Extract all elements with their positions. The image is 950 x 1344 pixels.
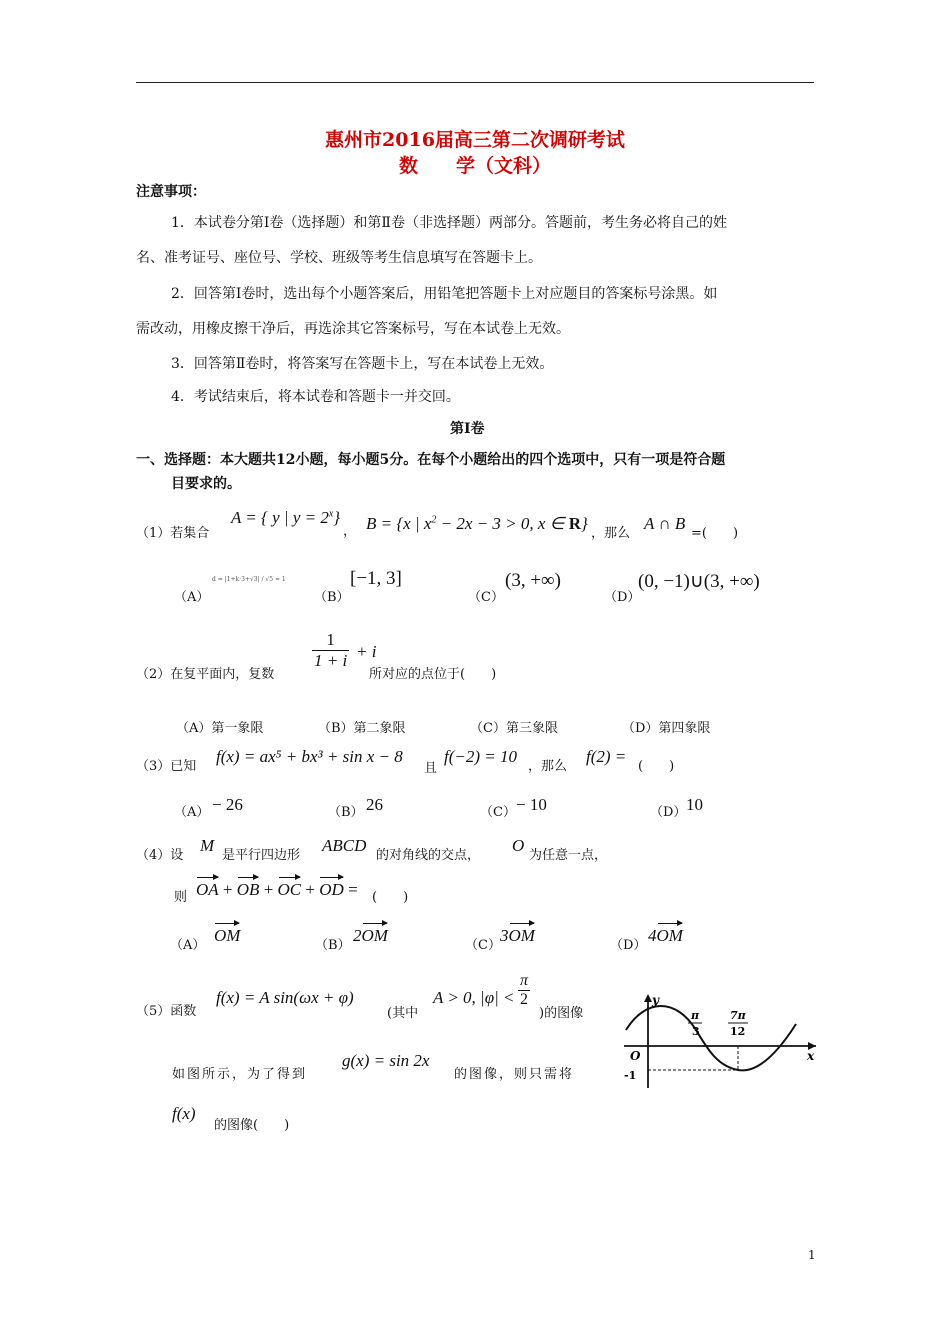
q1-answer-paren: =( ) (691, 526, 739, 541)
notice-item-1-line1: 1．本试卷分第Ⅰ卷（选择题）和第Ⅱ卷（非选择题）两部分。答题前，考生务必将自己的姓 (171, 215, 727, 231)
q3-option-b-content: 26 (366, 795, 383, 814)
q3-option-c-content: − 10 (516, 795, 547, 814)
q5-pi-over-2: $\frac{\pi}{2}$ (520, 972, 529, 1008)
notice-item-1-line2: 名、准考证号、座位号、学校、班级等考生信息填写在答题卡上。 (136, 250, 542, 266)
q5-line-2 (172, 1047, 612, 1082)
q1-prefix: （1）若集合 (136, 526, 210, 541)
q3-and: 且 (424, 761, 438, 776)
q4-vector-sum-expr: OA + OB + OC + OD = (196, 880, 358, 899)
q5-line3-post: 的图像( ) (214, 1118, 290, 1133)
graph-tick1-den: 3 (692, 1025, 700, 1038)
q3-ask: f(2) = (586, 747, 627, 766)
q1-option-b-label[interactable]: （B） (314, 590, 350, 605)
q4-text-2: 的对角线的交点， (376, 848, 481, 863)
graph-tick2-num: 7π (730, 1009, 746, 1022)
q2-option-a[interactable]: （A）第一象限 (176, 721, 264, 736)
q1-set-b: B = {x | $x^2 - 2x - 3 > 0$, x ∈ R} (366, 514, 588, 533)
q5-close: )的图像 (539, 1006, 584, 1021)
top-rule (136, 82, 814, 83)
q2-option-c[interactable]: （C）第三象限 (470, 721, 558, 736)
question-5 (136, 972, 611, 1020)
q4-options (170, 922, 730, 952)
q4-text-1: 是平行四边形 (222, 848, 301, 863)
question-3 (136, 745, 696, 775)
q1-option-a-content: d = |1+k·3+√3| / √5 = 1 (212, 576, 286, 583)
q1-intersection: A ∩ B (644, 514, 686, 533)
q3-then: ，那么 (528, 759, 568, 774)
graph-minus-one-label: -1 (624, 1069, 637, 1082)
graph-tick2-den: 12 (730, 1025, 746, 1038)
q4-option-c-label[interactable]: （C） (465, 938, 501, 953)
q4-then: 则 (174, 890, 188, 905)
notice-item-3: 3．回答第Ⅱ卷时，将答案写在答题卡上，写在本试卷上无效。 (171, 356, 554, 372)
q5-qizhong: (其中 (387, 1006, 419, 1021)
q5-g-function: g(x) = sin 2x (342, 1051, 430, 1070)
q5-line2-pre: 如图所示，为了得到 (172, 1067, 308, 1082)
section-heading-line2: 目要求的。 (171, 476, 241, 492)
q1-option-d-content: (0, −1)∪(3, +∞) (638, 571, 760, 592)
q4-option-b-content: 2OM (353, 926, 388, 945)
section-heading-line1: 一、选择题：本大题共12小题，每小题5分。在每个小题给出的四个选项中，只有一项是符合题 (136, 452, 726, 468)
q1-option-a-label[interactable]: （A） (174, 590, 210, 605)
graph-x-label: x (807, 1049, 815, 1063)
q3-condition: f(−2) = 10 (444, 747, 517, 766)
q2-suffix: 所对应的点位于( ) (369, 667, 497, 682)
q5-f-of-x: f(x) (172, 1104, 196, 1123)
q2-fraction: $\frac{1}{1 + i}$ (314, 630, 348, 670)
q3-options (174, 795, 734, 821)
graph-y-label: y (652, 993, 659, 1007)
q2-plus-i: + i (356, 642, 377, 661)
exam-subtitle: 数 学（文科） (398, 155, 551, 177)
page-number: 1 (808, 1248, 816, 1262)
q4-option-a-content: OM (214, 926, 241, 945)
notice-heading: 注意事项： (136, 184, 206, 200)
q2-prefix: （2）在复平面内，复数 (136, 667, 275, 682)
q1-set-a: A = { y | $y = 2^x$} (231, 508, 341, 527)
q3-option-a-label[interactable]: （A） (174, 805, 210, 820)
q4-option-c-content: 3OM (500, 926, 535, 945)
q4-option-a-label[interactable]: （A） (170, 938, 206, 953)
q4-point-m: M (200, 836, 215, 855)
q2-option-d[interactable]: （D）第四象限 (622, 721, 711, 736)
q3-option-b-label[interactable]: （B） (328, 805, 364, 820)
notice-item-2-line1: 2．回答第Ⅰ卷时，选出每个小题答案后，用铅笔把答题卡上对应题目的答案标号涂黑。如 (171, 286, 718, 302)
q4-abcd: ABCD (322, 836, 367, 855)
q1-option-c-label[interactable]: （C） (468, 590, 504, 605)
q2-option-b[interactable]: （B）第二象限 (318, 721, 406, 736)
q1-options (174, 568, 814, 604)
notice-item-4: 4．考试结束后，将本试卷和答题卡一并交回。 (171, 389, 460, 405)
graph-tick1-num: π (691, 1009, 700, 1022)
q4-option-b-label[interactable]: （B） (315, 938, 351, 953)
q4-prefix: （4）设 (136, 848, 184, 863)
q5-sine-graph (620, 990, 820, 1090)
q1-option-b-content: [−1, 3] (350, 568, 402, 589)
graph-y-arrow-icon (644, 994, 652, 1002)
graph-sine-curve (626, 1006, 796, 1070)
notice-item-2-line2: 需改动，用橡皮擦干净后，再选涂其它答案标号，写在本试卷上无效。 (136, 321, 570, 337)
q3-option-a-content: − 26 (212, 795, 243, 814)
volume-heading: 第Ⅰ卷 (450, 421, 485, 437)
q5-condition: A > 0, |φ| < (433, 988, 515, 1007)
q4-answer-paren: ( ) (372, 890, 409, 905)
graph-origin-label: O (630, 1049, 641, 1063)
q4-option-d-label[interactable]: （D） (610, 938, 647, 953)
q1-option-c-content: (3, +∞) (505, 570, 561, 591)
q3-prefix: （3）已知 (136, 759, 197, 774)
q3-option-d-label[interactable]: （D） (650, 805, 687, 820)
q5-line2-post: 的图像，则只需将 (454, 1067, 575, 1082)
q5-prefix: （5）函数 (136, 1004, 197, 1019)
q3-option-d-content: 10 (686, 795, 703, 814)
q1-option-d-label[interactable]: （D） (604, 590, 641, 605)
q4-option-d-content: 4OM (648, 926, 683, 945)
q4-vector-sum (174, 876, 534, 906)
q3-function: f(x) = ax⁵ + bx³ + sin x − 8 (216, 747, 403, 766)
q3-option-c-label[interactable]: （C） (480, 805, 516, 820)
q4-text-3: 为任意一点， (529, 848, 608, 863)
q5-function: f(x) = A sin(ωx + φ) (216, 988, 354, 1007)
question-2 (136, 630, 586, 685)
q1-comma: ， (343, 524, 357, 539)
q4-point-o: O (512, 836, 525, 855)
q3-answer-paren: ( ) (638, 759, 675, 774)
exam-title: 惠州市2016届高三第二次调研考试 (325, 129, 625, 151)
q5-line-3 (172, 1104, 372, 1134)
q1-then: ，那么 (591, 526, 631, 541)
question-4 (136, 836, 656, 864)
